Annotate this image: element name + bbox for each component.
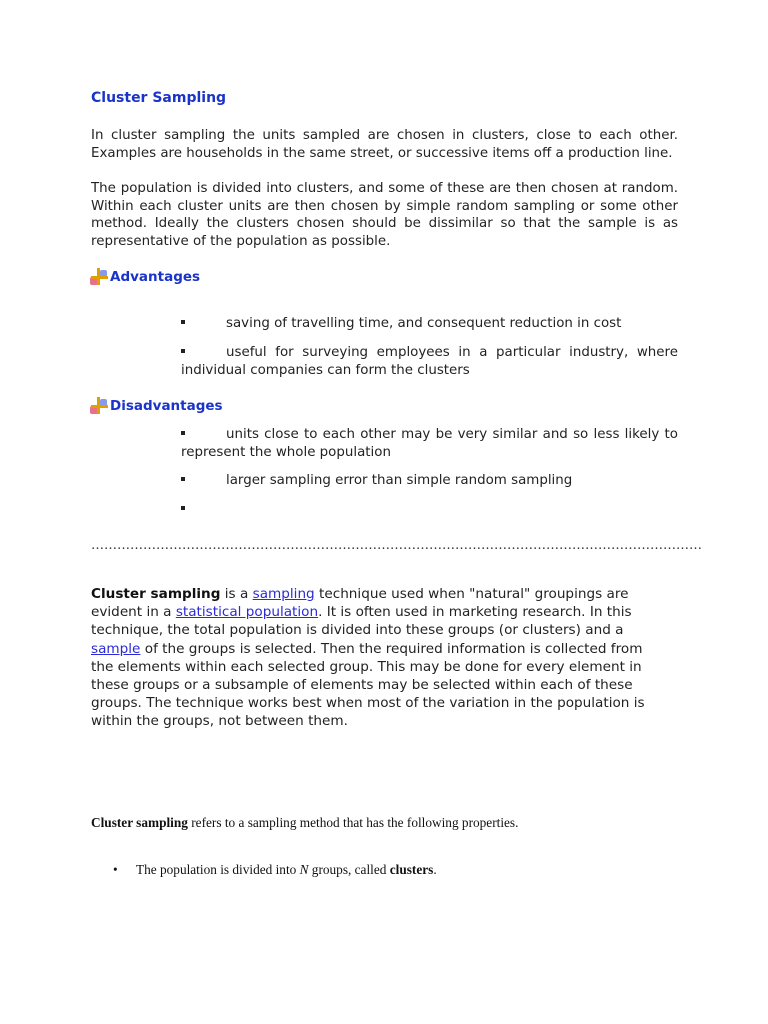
square-bullet-icon — [181, 477, 185, 481]
sample-link[interactable]: sample — [91, 640, 141, 657]
disadvantages-heading-label: Disadvantages — [110, 397, 223, 414]
bullet-cross-icon — [90, 268, 109, 285]
sampling-link[interactable]: sampling — [252, 586, 315, 602]
bullet-icon: • — [113, 862, 118, 877]
square-bullet-icon — [181, 320, 185, 324]
disadvantage-item: units close to each other may be very similar and so less likely to represent the whole population — [181, 427, 678, 460]
intro-paragraph: In cluster sampling the units sampled are chosen in clusters, close to each other. Examples are households in the same street, or successive items off a production line. — [91, 128, 678, 161]
square-bullet-icon — [181, 431, 185, 435]
square-bullet-icon — [181, 506, 185, 510]
disadvantage-item: larger sampling error than simple random sampling — [181, 472, 678, 490]
disadvantages-heading — [90, 397, 223, 414]
description-paragraph: The population is divided into clusters, and some of these are then chosen at random. Within each cluster units are then chosen by simple random sampling or some other method. Ideally the clusters chosen should be dissimilar so that the sample is as representative of the population as possible. — [91, 181, 678, 249]
advantage-item: saving of travelling time, and consequent reduction in cost — [181, 315, 678, 333]
bullet-cross-icon — [90, 397, 109, 414]
wiki-term: Cluster sampling — [91, 586, 221, 602]
advantages-heading — [90, 268, 200, 285]
advantages-heading-label: Advantages — [110, 268, 201, 285]
serif-bullet-item: • The population is divided into N groups, called clusters. — [113, 862, 437, 877]
serif-paragraph: Cluster sampling refers to a sampling method that has the following properties. — [91, 815, 519, 830]
statistical-population-link[interactable]: statistical population — [175, 604, 319, 621]
square-bullet-icon — [181, 349, 185, 353]
advantage-item: useful for surveying employees in a particular industry, where individual companies can form the clusters — [181, 345, 678, 378]
dotted-separator: …………………………………………………………………………………………………………………………… — [91, 538, 702, 553]
page-title: Cluster Sampling — [91, 90, 227, 106]
disadvantage-item-empty — [181, 501, 678, 519]
wiki-paragraph: Cluster sampling is a sampling technique used when "natural" groupings are evident in a statistical population. It is often used in marketing research. In this technique, the total population is divided into these groups (or clusters) and a sample of the groups is selected. Then the required information is collected from the elements within each selected group. This may be done for every element in these groups or a subsample of elements may be selected within each of these groups. The technique works best when most of the variation in the population is within the groups, not between them. — [91, 586, 645, 730]
